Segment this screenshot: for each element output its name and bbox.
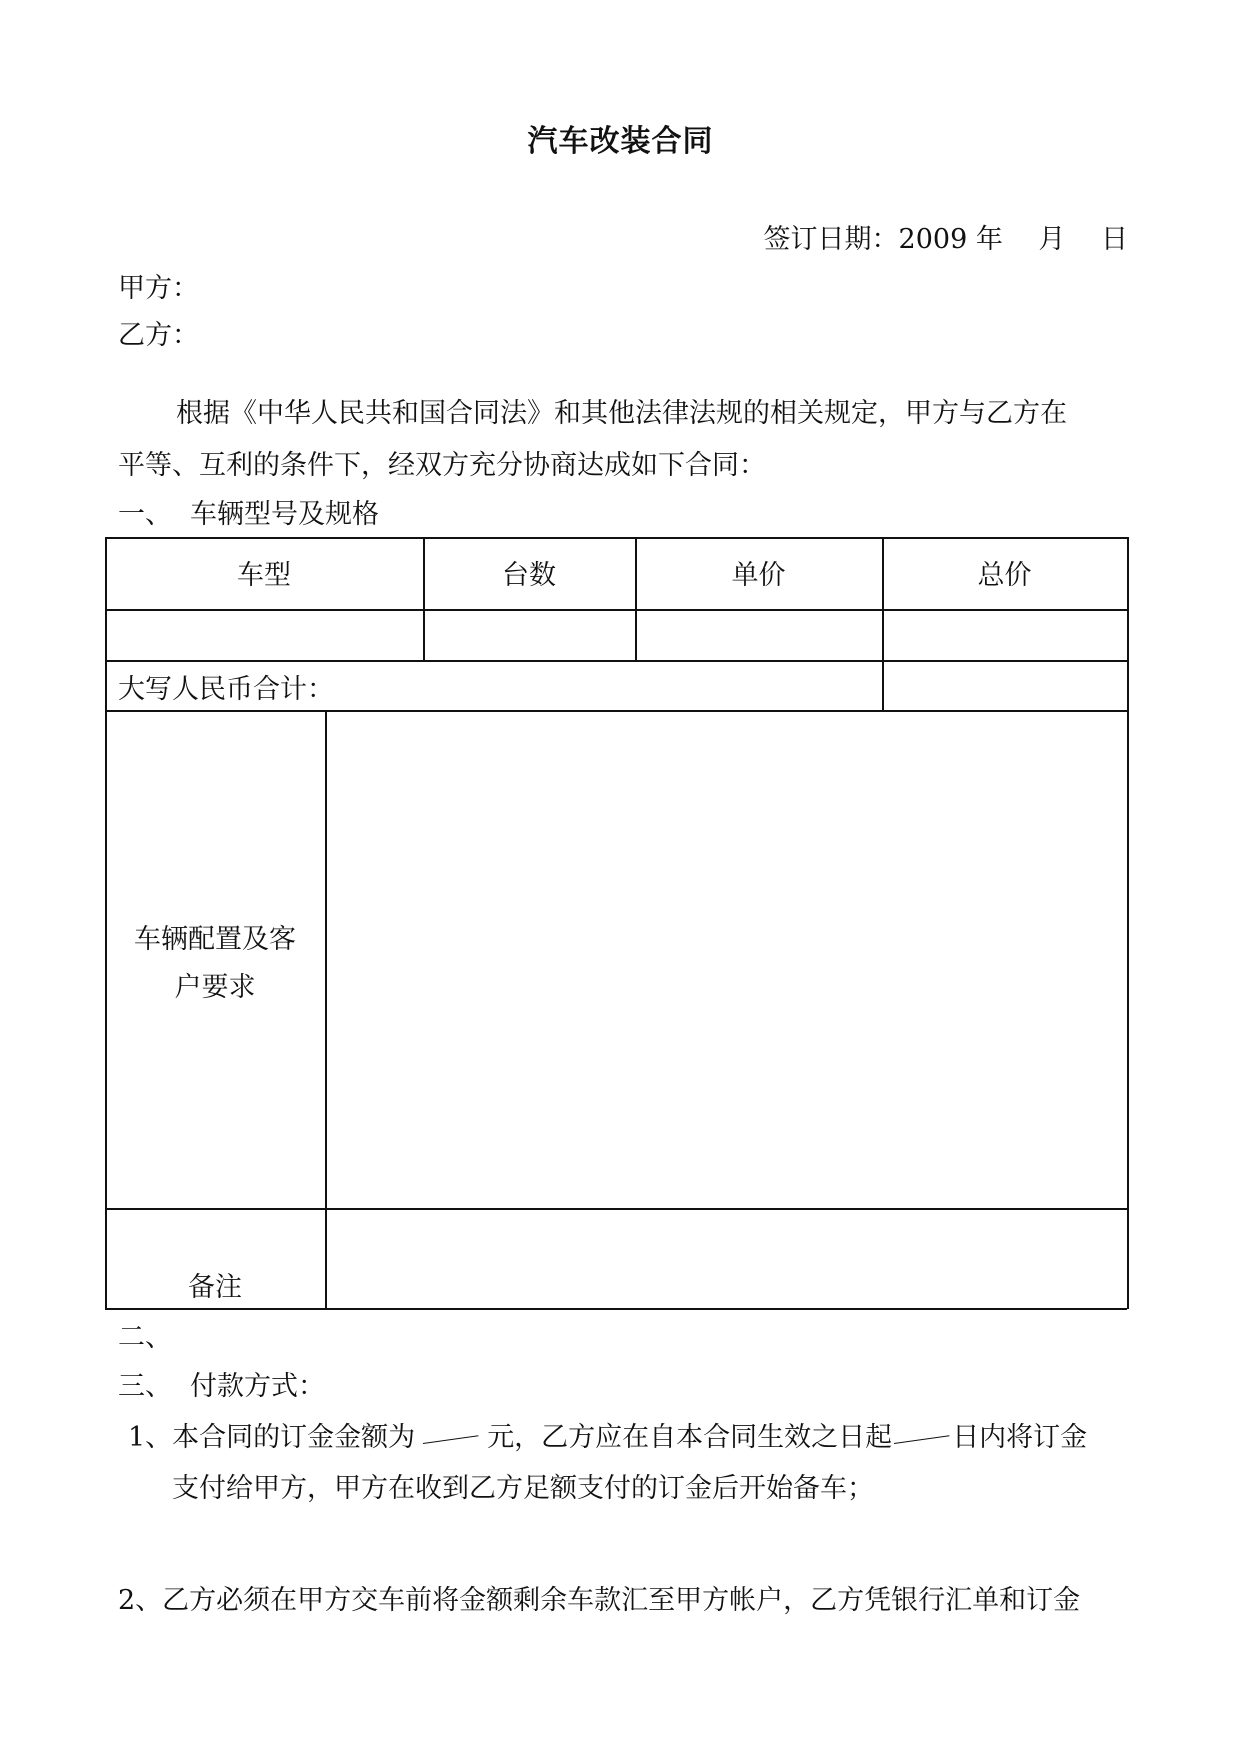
payment-item-1-part-b: 元，乙方应在自本合同生效之日起 [487,1422,893,1453]
intro-line-2: 平等、互利的条件下，经双方充分协商达成如下合同： [118,450,766,481]
deposit-days-blank[interactable] [894,1424,950,1446]
sign-date: 签订日期：2009 年 月 日 [763,224,1128,255]
payment-item-1 [128,1422,1087,1454]
cell-total-amount[interactable] [884,662,1126,709]
intro-line-1: 根据《中华人民共和国合同法》和其他法律法规的相关规定，甲方与乙方在 [176,398,1067,429]
config-label-line-1: 车辆配置及客 [134,924,296,955]
cell-quantity[interactable] [425,611,634,659]
cell-remark[interactable] [327,1210,1126,1307]
remark-label: 备注 [188,1272,242,1303]
section-1-number: 一、 [118,499,172,530]
page-title: 汽车改装合同 [527,124,714,159]
cell-total-price[interactable] [884,611,1126,659]
total-amount-label: 大写人民币合计： [118,674,334,705]
section-2-number: 二、 [118,1322,172,1353]
payment-item-1-line-2: 支付给甲方，甲方在收到乙方足额支付的订金后开始备车； [172,1473,874,1504]
deposit-amount-blank[interactable] [423,1424,479,1446]
table-border-right [1127,537,1129,1309]
payment-item-1-part-a: 1、本合同的订金金额为 [128,1422,416,1453]
table-border-bottom [105,1308,1127,1310]
cell-unit-price[interactable] [637,611,881,659]
party-b-label: 乙方： [118,320,199,351]
header-unit-price: 单价 [731,560,786,591]
section-3-number: 三、 [118,1371,172,1402]
cell-config-requirements[interactable] [327,712,1126,1207]
config-label-line-2: 户要求 [174,972,256,1003]
header-quantity: 台数 [502,560,556,591]
payment-item-2: 2、乙方必须在甲方交车前将金额剩余车款汇至甲方帐户，乙方凭银行汇单和订金 [118,1585,1081,1616]
party-a-label: 甲方： [118,273,199,304]
section-1-title: 车辆型号及规格 [190,499,379,530]
payment-item-1-part-c: 日内将订金 [952,1422,1088,1453]
section-3-title: 付款方式： [190,1371,325,1402]
header-vehicle-model: 车型 [237,560,291,591]
cell-vehicle-model[interactable] [107,611,422,659]
table-border-top [105,537,1127,539]
header-total-price: 总价 [977,560,1032,591]
